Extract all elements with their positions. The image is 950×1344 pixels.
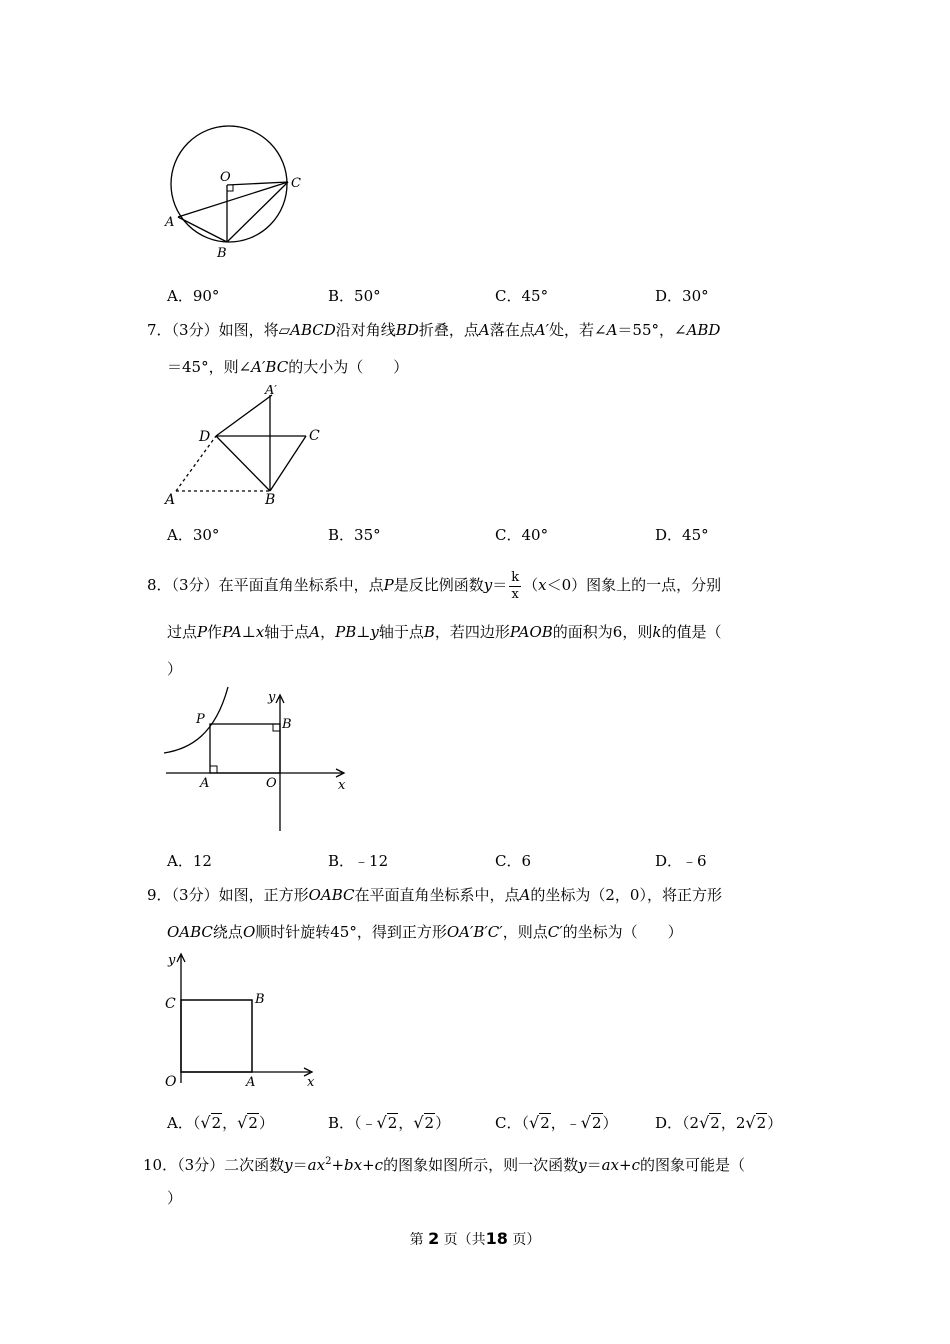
sqrt-symbol: √2 — [699, 1113, 720, 1132]
q6-option-b[interactable] — [328, 286, 381, 306]
option-letter: B． — [328, 852, 355, 870]
current-page-number: 2 — [428, 1229, 440, 1248]
q7-option-c[interactable] — [495, 525, 548, 545]
q9-square-figure — [160, 948, 325, 1093]
q6-segment-bc — [227, 182, 288, 242]
q8-label-o: O — [266, 776, 277, 791]
q6-option-d[interactable] — [655, 286, 709, 306]
q7-label-a1: A′ — [265, 385, 278, 398]
q8-stem-line3: ） — [167, 660, 183, 678]
sqrt-symbol: √2 — [529, 1113, 550, 1132]
sqrt-symbol: √2 — [580, 1113, 602, 1132]
sqrt-symbol: √2 — [745, 1113, 767, 1132]
option-text: 35° — [354, 526, 381, 544]
option-text: 50° — [354, 287, 381, 305]
q9-option-b[interactable]: B．（﹣√2，√2） — [328, 1113, 451, 1132]
option-letter: A． — [167, 852, 193, 870]
q6-label-o: O — [220, 170, 231, 185]
option-letter: B． — [328, 526, 355, 544]
q8-label-x: x — [338, 778, 346, 793]
option-letter: D． — [655, 852, 683, 870]
option-text: 30° — [682, 287, 709, 305]
option-text: 45° — [521, 287, 549, 305]
q7-segment-cb — [270, 436, 306, 491]
option-letter: D． — [655, 526, 683, 544]
q6-circle-figure — [160, 118, 310, 268]
q8-option-d[interactable] — [655, 851, 707, 871]
q10-stem-line1: 10．（3分）二次函数$y=ax^2+bx+c$的图象如图所示，则一次函数y＝ax+c的图象可能是（ — [143, 1156, 745, 1174]
q8-coordinate-figure — [160, 685, 355, 835]
q9-stem-line1: 9．（3分）如图，正方形OABC在平面直角坐标系中，点A的坐标为（2，0），将正方形 — [147, 886, 722, 904]
option-text: 40° — [521, 526, 549, 544]
q6-right-angle-mark — [227, 185, 233, 191]
q8-option-a[interactable] — [167, 851, 212, 871]
q9-label-o: O — [165, 1074, 177, 1090]
sqrt-symbol: √2 — [200, 1113, 222, 1132]
q8-right-angle-mark-b — [273, 724, 280, 731]
q6-label-c: C — [291, 176, 301, 191]
q6-label-b: B — [217, 246, 227, 261]
option-letter: C． — [495, 526, 522, 544]
option-letter: C． — [495, 287, 522, 305]
q7-segment-db — [216, 436, 270, 491]
q6-option-c[interactable] — [495, 286, 548, 306]
sqrt-symbol: √2 — [237, 1113, 258, 1132]
q7-option-a[interactable] — [167, 525, 219, 545]
q8-label-y: y — [268, 690, 276, 705]
q8-label-p: P — [196, 712, 205, 727]
option-text: 45° — [682, 526, 709, 544]
q9-label-b: B — [255, 992, 265, 1007]
sqrt-symbol: √2 — [376, 1113, 398, 1132]
q8-stem-line1: 8．（3分）在平面直角坐标系中，点P是反比例函数y＝ $\frac{k}{x}$ （x＜0）图象上的一点，分别 — [147, 569, 722, 602]
q9-label-x: x — [307, 1075, 315, 1090]
q8-label-b: B — [282, 717, 292, 732]
q8-option-c[interactable] — [495, 851, 531, 871]
q7-label-b: B — [265, 492, 276, 508]
sqrt-symbol: √2 — [413, 1113, 435, 1132]
option-text: 6 — [521, 852, 532, 870]
q7-stem-line1: 7．（3分）如图，将▱ABCD沿对角线BD折叠，点A落在点A′处，若∠A＝55°，∠ABD — [147, 321, 721, 339]
option-letter: D． — [655, 287, 683, 305]
page-footer: 第 2 页（共18 页） — [409, 1229, 541, 1248]
total-page-number: 18 — [485, 1229, 508, 1248]
option-letter: C． — [495, 852, 522, 870]
q6-segment-ab — [178, 217, 227, 242]
q6-option-a[interactable] — [167, 286, 219, 306]
option-letter: A． — [167, 526, 193, 544]
q9-option-a[interactable]: A．（√2，√2） — [167, 1113, 274, 1132]
q7-option-d[interactable] — [655, 525, 709, 545]
q7-label-a: A — [165, 492, 176, 508]
q7-option-b[interactable] — [328, 525, 381, 545]
q8-option-b[interactable] — [328, 851, 388, 871]
option-letter: A． — [167, 287, 193, 305]
q8-right-angle-mark-a — [210, 766, 217, 773]
q8-fraction-k-over-x: $\frac{k}{x}$ — [511, 569, 520, 602]
q7-parallelogram-figure — [160, 385, 330, 510]
q7-label-d: D — [199, 429, 211, 445]
q9-option-c[interactable]: C．（√2，﹣√2） — [495, 1113, 618, 1132]
q8-stem-line2: 过点P作PA⊥x轴于点A，PB⊥y轴于点B，若四边形PAOB的面积为6，则k的值是（ — [167, 623, 722, 641]
q9-stem-line2: OABC绕点O顺时针旋转45°，得到正方形OA′B′C′，则点C′的坐标为（ ） — [167, 923, 683, 941]
q8-rectangle-paob — [210, 724, 280, 773]
q7-segment-a1d — [216, 395, 272, 436]
option-text: ﹣12 — [354, 852, 389, 870]
q9-label-y: y — [168, 953, 176, 968]
q9-label-c: C — [165, 996, 176, 1012]
q7-stem-line2: ＝45°，则∠A′BC的大小为（ ） — [167, 358, 409, 376]
option-text: 90° — [192, 287, 220, 305]
option-text: 30° — [192, 526, 220, 544]
option-letter: B． — [328, 287, 355, 305]
q10-stem-line2: ） — [167, 1189, 183, 1207]
option-text: 12 — [192, 852, 212, 870]
q6-label-a: A — [165, 215, 175, 230]
option-text: ﹣6 — [682, 852, 707, 870]
q9-option-d[interactable]: D．（2√2，2√2） — [655, 1113, 783, 1132]
q7-label-c: C — [309, 428, 320, 444]
q9-label-a: A — [246, 1075, 256, 1090]
q9-square-oabc — [181, 1000, 252, 1072]
q8-label-a: A — [200, 776, 210, 791]
